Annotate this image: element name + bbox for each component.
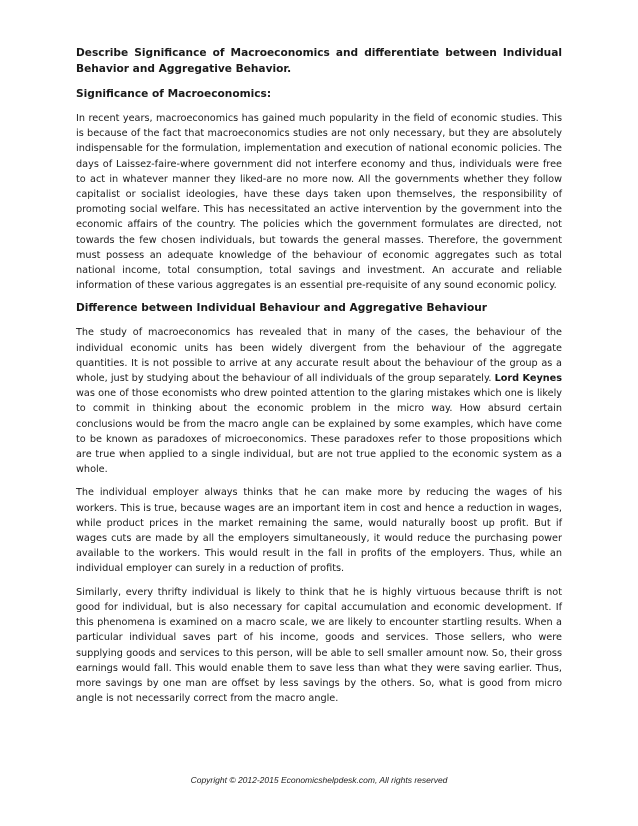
document-page <box>76 45 562 714</box>
section-heading-significance: Significance of Macroeconomics: <box>76 88 272 100</box>
paragraph-difference-intro <box>76 325 562 477</box>
paragraph-text: The study of macroeconomics has revealed that in many of the cases, the behaviour of the individual economic units has been widely divergent from the behaviour of the aggregate quantities. It is not possible to arrive at any accurate result about the behaviour of the group as a whole, just by studying about the behaviour of all individuals of the group separately. <box>76 327 562 385</box>
paragraph-thrift-example: Similarly, every thrifty individual is likely to think that he is highly virtuous because thrift is not good for individual, but is also necessary for capital accumulation and economic development. If this phenomena is examined on a macro scale, we are likely to encounter startling results. When a particular individual saves part of his income, goods and services. Those sellers, who were supplying goods and services to this person, will be able to sell smaller amount now. So, their gross earnings would fall. This would enable them to save less than what they were saving earlier. Thus, more savings by one man are offset by less savings by the others. So, what is good from micro angle is not necessarily correct from the macro angle. <box>76 586 562 705</box>
paragraph-text: was one of those economists who drew pointed attention to the glaring mistakes which one is likely to commit in thinking about the economic problem in the micro way. How absurd certain conclusions would be from the macro angle can be explained by some examples, which have come to be known as paradoxes of microeconomics. These paradoxes refer to those propositions which are true when applied to a single individual, but are not true applied to the economic system as a whole. <box>76 388 562 476</box>
paragraph-significance: In recent years, macroeconomics has gained much popularity in the field of economic studies. This is because of the fact that macroeconomics studies are not only necessary, but they are absolutely indispensable for the formulation, implementation and execution of national economic policies. The days of Laissez-faire-where government did not interfere economy and thus, individuals were free to act in whatever manner they liked-are no more now. All the governments whether they follow capitalist or socialist ideologies, have these days taken upon themselves, the responsibility of promoting social welfare. This has necessitated an active intervention by the government into the economic affairs of the country. The policies which the government formulates are directed, not towards the few chosen individuals, but towards the general masses. Therefore, the government must possess an adequate knowledge of the behaviour of economic aggregates such as total national income, total consumption, total savings and investment. An accurate and reliable information of these various aggregates is an essential pre-requisite of any sound economic policy. <box>76 113 562 292</box>
document-title: Describe Significance of Macroeconomics and differentiate between Individual Behavior and Aggregative Behavior. <box>76 47 562 75</box>
section-heading-difference: Difference between Individual Behaviour and Aggregative Behaviour <box>76 302 488 315</box>
paragraph-wages-example: The individual employer always thinks that he can make more by reducing the wages of his workers. This is true, because wages are an important item in cost and hence a reduction in wages, while product prices in the market remaining the same, would naturally boost up profit. But if wages cuts are made by all the employers simultaneously, it would reduce the purchasing power available to the workers. This would result in the fall in profits of the employers. Thus, while an individual employer can surely in a reduction of profits. <box>76 487 562 575</box>
footer-copyright: Copyright © 2012-2015 Economicshelpdesk.com, All rights reserved <box>190 775 448 785</box>
bold-name-keynes: Lord Keynes <box>494 373 562 385</box>
